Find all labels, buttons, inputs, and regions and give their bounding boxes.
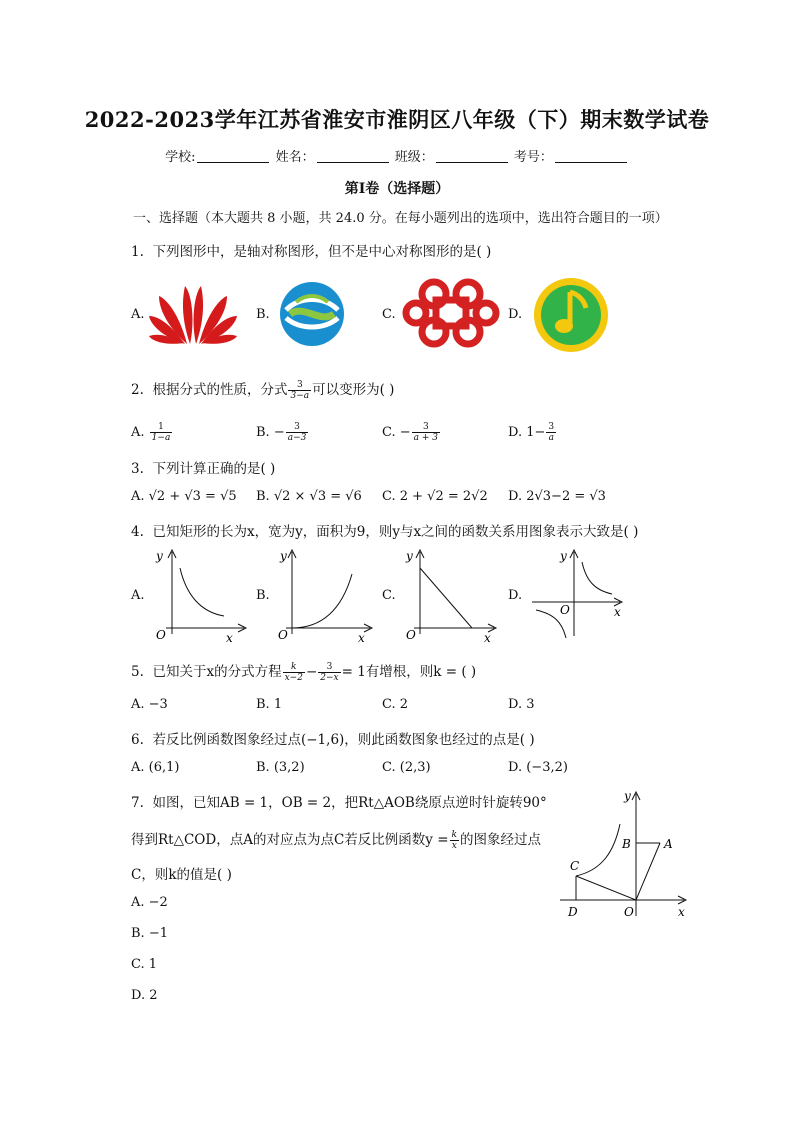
exam-label: 考号： (513, 150, 553, 165)
q7-number: 7. (131, 795, 144, 811)
q6-option-a[interactable]: A. (6,1) (131, 760, 180, 775)
q3-text: 下列计算正确的是( ) (152, 461, 276, 477)
q7-option-c[interactable]: C. 1 (131, 957, 158, 972)
q1-number: 1. (131, 244, 144, 260)
school-blank[interactable] (197, 150, 269, 163)
q4-option-d-label: D. (508, 588, 523, 603)
svg-text:O: O (560, 603, 570, 617)
q4-graph-c (400, 546, 500, 642)
q6-option-b[interactable]: B. (3,2) (256, 760, 305, 775)
q2-option-a[interactable]: A. $\frac{1}{1-a}$ (131, 422, 171, 443)
question-2: 2. 根据分式的性质，分式 $\frac{3}{3-a}$ 可以变形为( ) (131, 380, 395, 401)
question-7-line-3: C，则k的值是( ) (131, 867, 232, 883)
svg-text:O: O (156, 628, 166, 642)
q3-option-b[interactable]: B. √2 × √3 = √6 (256, 489, 362, 504)
q3-option-d[interactable]: D. 2√3−2 = √3 (508, 489, 606, 504)
svg-text:x: x (678, 905, 685, 919)
student-info-line (0, 146, 794, 165)
q1-text: 下列图形中，是轴对称图形，但不是中心对称图形的是( ) (152, 244, 492, 260)
section-title: 第Ⅰ卷（选择题） (344, 181, 450, 197)
svg-text:B: B (622, 837, 631, 851)
svg-text:O: O (624, 905, 634, 919)
part-instruction: 一、选择题（本大题共 8 小题，共 24.0 分。在每小题列出的选项中，选出符合题目的一项） (133, 211, 668, 226)
qq-music-logo-icon (532, 276, 610, 354)
question-3 (131, 457, 275, 477)
q6-option-c[interactable]: C. (2,3) (382, 760, 431, 775)
svg-text:x: x (358, 631, 365, 642)
school-label: 学校: (165, 150, 196, 165)
svg-text:O: O (278, 628, 288, 642)
svg-text:y: y (624, 789, 631, 803)
svg-text:D: D (568, 905, 578, 919)
q4-text: 已知矩形的长为x，宽为y，面积为9，则y与x之间的函数关系用图象表示大致是( ) (152, 524, 639, 540)
huawei-logo-icon (148, 282, 238, 346)
q2-option-b[interactable]: B. − $\frac{3}{a-3}$ (256, 422, 307, 443)
q7-option-d[interactable]: D. 2 (131, 988, 158, 1003)
q2-option-c[interactable]: C. − $\frac{3}{a + 3}$ (382, 422, 438, 443)
china-mobile-logo-icon (276, 280, 348, 348)
q4-option-c-label: C. (382, 588, 396, 603)
q2-number: 2. (131, 382, 144, 398)
q4-graph-a (150, 546, 250, 642)
question-4 (131, 520, 638, 540)
q5-number: 5. (131, 664, 144, 680)
q7-option-b[interactable]: B. −1 (131, 926, 168, 941)
q5-option-a[interactable]: A. −3 (131, 697, 168, 712)
q1-option-b-label: B. (256, 307, 270, 322)
class-blank[interactable] (436, 150, 508, 163)
q7-option-a[interactable]: A. −2 (131, 895, 168, 910)
china-unicom-knot-icon (402, 276, 500, 350)
q4-number: 4. (131, 524, 144, 540)
q3-number: 3. (131, 461, 144, 477)
exam-blank[interactable] (555, 150, 627, 163)
q1-option-c-label: C. (382, 307, 396, 322)
q7-figure (558, 786, 694, 922)
svg-text:y: y (280, 549, 287, 563)
svg-text:y: y (560, 549, 567, 563)
question-1 (131, 240, 491, 260)
page-title: 2022-2023学年江苏省淮安市淮阴区八年级（下）期末数学试卷 (84, 107, 710, 132)
q2-fraction: $\frac{3}{3-a}$ (290, 380, 310, 401)
q4-option-b-label: B. (256, 588, 270, 603)
name-label: 姓名： (275, 150, 315, 165)
question-7-line-2: 得到Rt△COD，点A的对应点为点C若反比例函数y = $\frac{k}{x}$ 的图象经过点 (131, 830, 541, 851)
class-label: 班级： (394, 150, 434, 165)
svg-text:O: O (406, 628, 416, 642)
q1-option-a-label: A. (131, 307, 145, 322)
q3-option-a[interactable]: A. √2 + √3 = √5 (131, 489, 237, 504)
q6-text: 若反比例函数图象经过点(−1,6)，则此函数图象也经过的点是( ) (152, 732, 535, 748)
svg-text:y: y (156, 549, 163, 563)
svg-text:x: x (484, 631, 491, 642)
q1-option-d-label: D. (508, 307, 523, 322)
q5-option-b[interactable]: B. 1 (256, 697, 283, 712)
q4-graph-d (528, 546, 628, 642)
question-5: 5. 已知关于x的分式方程 $\frac{k}{x-2}$ − $\frac{3}{2-x}$ = 1有增根，则k = ( ) (131, 662, 477, 683)
svg-text:C: C (570, 859, 580, 873)
svg-text:A: A (664, 837, 673, 851)
svg-text:x: x (226, 631, 233, 642)
q3-option-c[interactable]: C. 2 + √2 = 2√2 (382, 489, 488, 504)
svg-text:x: x (614, 605, 621, 619)
q2-option-d[interactable]: D. 1− $\frac{3}{a}$ (508, 422, 555, 443)
name-blank[interactable] (317, 150, 389, 163)
question-7-line-1: 7. 如图，已知AB = 1，OB = 2，把Rt△AOB绕原点逆时针旋转90° (131, 795, 547, 811)
svg-text:y: y (406, 549, 413, 563)
q4-graph-b (276, 546, 376, 642)
q5-option-d[interactable]: D. 3 (508, 697, 535, 712)
q4-option-a-label: A. (131, 588, 145, 603)
q6-option-d[interactable]: D. (−3,2) (508, 760, 568, 775)
q5-option-c[interactable]: C. 2 (382, 697, 409, 712)
question-6 (131, 728, 535, 748)
q6-number: 6. (131, 732, 144, 748)
q2-text: 根据分式的性质，分式 (152, 382, 288, 398)
